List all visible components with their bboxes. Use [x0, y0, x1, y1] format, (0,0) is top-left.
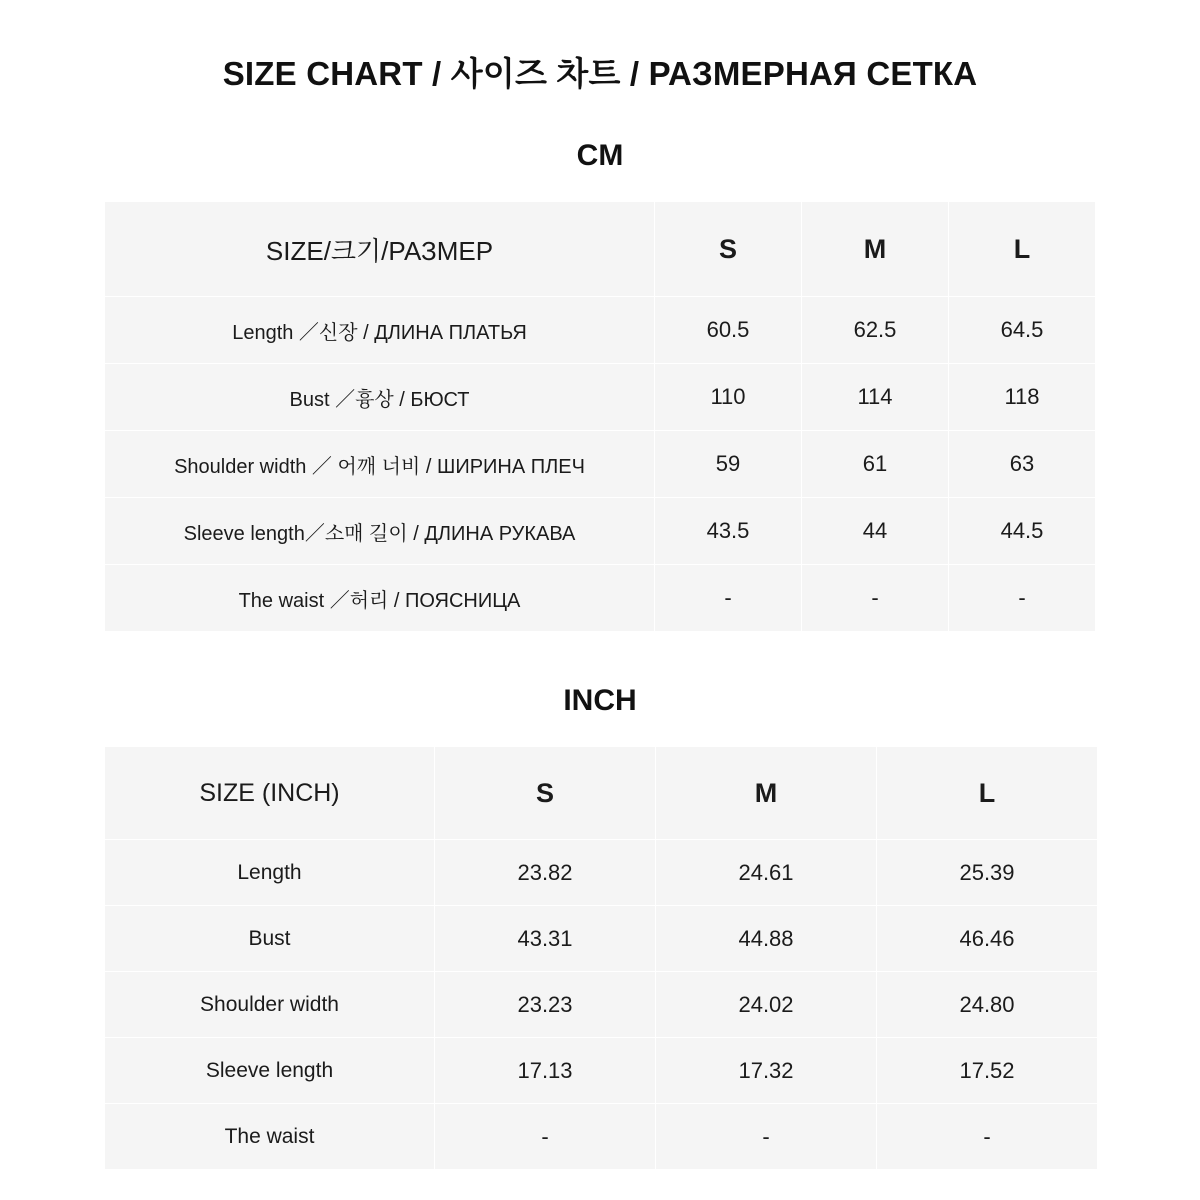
cm-row-label-bust: Bust ／흉상 / БЮСТ	[105, 364, 655, 431]
cm-row-waist-l: -	[949, 565, 1096, 632]
table-row	[105, 364, 1096, 431]
cm-row-length-s: 60.5	[655, 297, 802, 364]
cm-header-size-s: S	[655, 202, 802, 297]
cm-row-sleeve-m: 44	[802, 498, 949, 565]
inch-row-bust-m: 44.88	[656, 906, 877, 972]
cm-row-shoulder-s: 59	[655, 431, 802, 498]
cm-row-label-shoulder-width: Shoulder width ／ 어깨 너비 / ШИРИНА ПЛЕЧ	[105, 431, 655, 498]
inch-size-table	[104, 746, 1098, 1170]
inch-header-size-s: S	[435, 747, 656, 840]
inch-row-label-sleeve-length: Sleeve length	[105, 1038, 435, 1104]
cm-row-waist-m: -	[802, 565, 949, 632]
table-row	[105, 431, 1096, 498]
inch-row-bust-s: 43.31	[435, 906, 656, 972]
table-header-row	[105, 202, 1096, 297]
cm-row-bust-s: 110	[655, 364, 802, 431]
cm-row-bust-l: 118	[949, 364, 1096, 431]
table-row	[105, 498, 1096, 565]
table-row	[105, 1104, 1098, 1170]
table-header-row	[105, 747, 1098, 840]
cm-table-container	[0, 201, 1200, 632]
table-row	[105, 297, 1096, 364]
inch-row-waist-s: -	[435, 1104, 656, 1170]
cm-row-shoulder-m: 61	[802, 431, 949, 498]
inch-section-title: INCH	[563, 684, 637, 717]
inch-row-bust-l: 46.46	[877, 906, 1098, 972]
inch-header-label: SIZE (INCH)	[105, 747, 435, 840]
cm-row-sleeve-l: 44.5	[949, 498, 1096, 565]
inch-row-shoulder-s: 23.23	[435, 972, 656, 1038]
cm-size-table	[104, 201, 1096, 632]
cm-row-waist-s: -	[655, 565, 802, 632]
inch-row-label-shoulder-width: Shoulder width	[105, 972, 435, 1038]
inch-row-label-length: Length	[105, 840, 435, 906]
inch-row-length-m: 24.61	[656, 840, 877, 906]
inch-row-shoulder-m: 24.02	[656, 972, 877, 1038]
table-row	[105, 565, 1096, 632]
cm-row-shoulder-l: 63	[949, 431, 1096, 498]
cm-row-bust-m: 114	[802, 364, 949, 431]
inch-row-waist-m: -	[656, 1104, 877, 1170]
inch-row-sleeve-s: 17.13	[435, 1038, 656, 1104]
inch-row-waist-l: -	[877, 1104, 1098, 1170]
inch-header-size-l: L	[877, 747, 1098, 840]
inch-row-label-bust: Bust	[105, 906, 435, 972]
table-row	[105, 906, 1098, 972]
cm-row-length-l: 64.5	[949, 297, 1096, 364]
cm-header-size-l: L	[949, 202, 1096, 297]
cm-section-title: CM	[576, 139, 624, 172]
cm-header-size-m: M	[802, 202, 949, 297]
cm-row-label-waist: The waist ／허리 / ПОЯСНИЦА	[105, 565, 655, 632]
inch-row-label-waist: The waist	[105, 1104, 435, 1170]
inch-table-header	[105, 747, 1098, 840]
cm-header-label: SIZE/크기/РАЗМЕР	[105, 202, 655, 297]
table-row	[105, 972, 1098, 1038]
cm-row-label-length: Length ／신장 / ДЛИНА ПЛАТЬЯ	[105, 297, 655, 364]
table-row	[105, 1038, 1098, 1104]
inch-table-container	[0, 746, 1200, 1170]
cm-table-body	[105, 297, 1096, 632]
cm-row-sleeve-s: 43.5	[655, 498, 802, 565]
inch-table-body	[105, 840, 1098, 1170]
cm-table-header	[105, 202, 1096, 297]
inch-row-length-s: 23.82	[435, 840, 656, 906]
cm-row-length-m: 62.5	[802, 297, 949, 364]
table-row	[105, 840, 1098, 906]
cm-row-label-sleeve-length: Sleeve length／소매 길이 / ДЛИНА РУКАВА	[105, 498, 655, 565]
page-title: SIZE CHART / 사이즈 차트 / РАЗМЕРНАЯ СЕТКА	[222, 55, 978, 92]
inch-row-sleeve-m: 17.32	[656, 1038, 877, 1104]
inch-row-length-l: 25.39	[877, 840, 1098, 906]
inch-header-size-m: M	[656, 747, 877, 840]
inch-row-sleeve-l: 17.52	[877, 1038, 1098, 1104]
inch-row-shoulder-l: 24.80	[877, 972, 1098, 1038]
